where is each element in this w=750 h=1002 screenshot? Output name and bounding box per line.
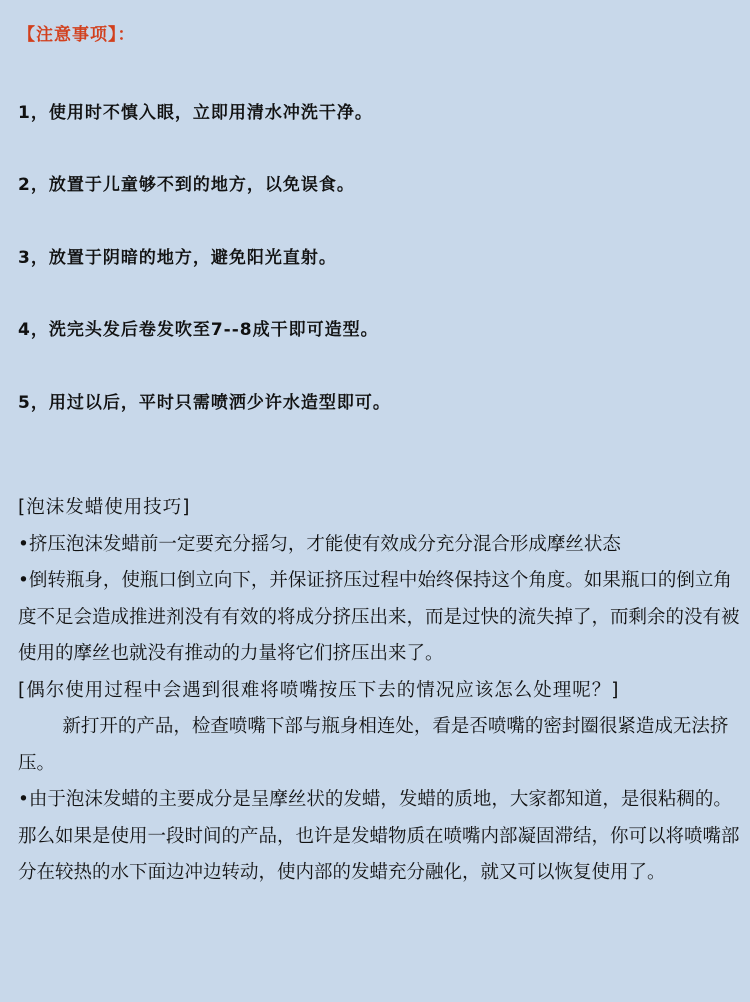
tips-bullet-invert: •倒转瓶身，使瓶口倒立向下，并保证挤压过程中始终保持这个角度。如果瓶口的倒立角度不足会造成推进剂没有有效的将成分挤压出来，而是过快的流失掉了，而剩余的没有被使用的摩丝也就没有推动的力量将它们挤压出来了。 [18,570,740,664]
notice-title: 【注意事项】： [18,25,136,45]
notice-item-1: 1，使用时不慎入眼，立即用清水冲洗干净。 [18,103,373,123]
tips-bullet-clog: •由于泡沫发蜡的主要成分是呈摩丝状的发蜡，发蜡的质地，大家都知道，是很粘稠的。那么如果是使用一段时间的产品，也许是发蜡物质在喷嘴内部凝固滞结，你可以将喷嘴部分在较热的水下面边冲边转动，使内部的发蜡充分融化，就又可以恢复使用了。 [18,789,740,883]
notice-item-2: 2，放置于儿童够不到的地方，以免误食。 [18,175,355,195]
tips-heading: [泡沫发蜡使用技巧] [18,497,191,518]
tips-answer-paragraph: 新打开的产品，检查喷嘴下部与瓶身相连处，看是否喷嘴的密封圈很紧造成无法挤压。 [18,716,729,774]
tips-bullet-shake: •挤压泡沫发蜡前一定要充分摇匀，才能使有效成分充分混合形成摩丝状态 [18,533,621,555]
notice-item-4: 4，洗完头发后卷发吹至7--8成干即可造型。 [18,320,379,340]
notice-item-3: 3，放置于阴暗的地方，避免阳光直射。 [18,248,337,268]
tips-question: [偶尔使用过程中会遇到很难将喷嘴按压下去的情况应该怎么处理呢？] [18,679,620,701]
notice-item-5: 5，用过以后，平时只需喷洒少许水造型即可。 [18,393,391,413]
tips-section [18,490,740,892]
